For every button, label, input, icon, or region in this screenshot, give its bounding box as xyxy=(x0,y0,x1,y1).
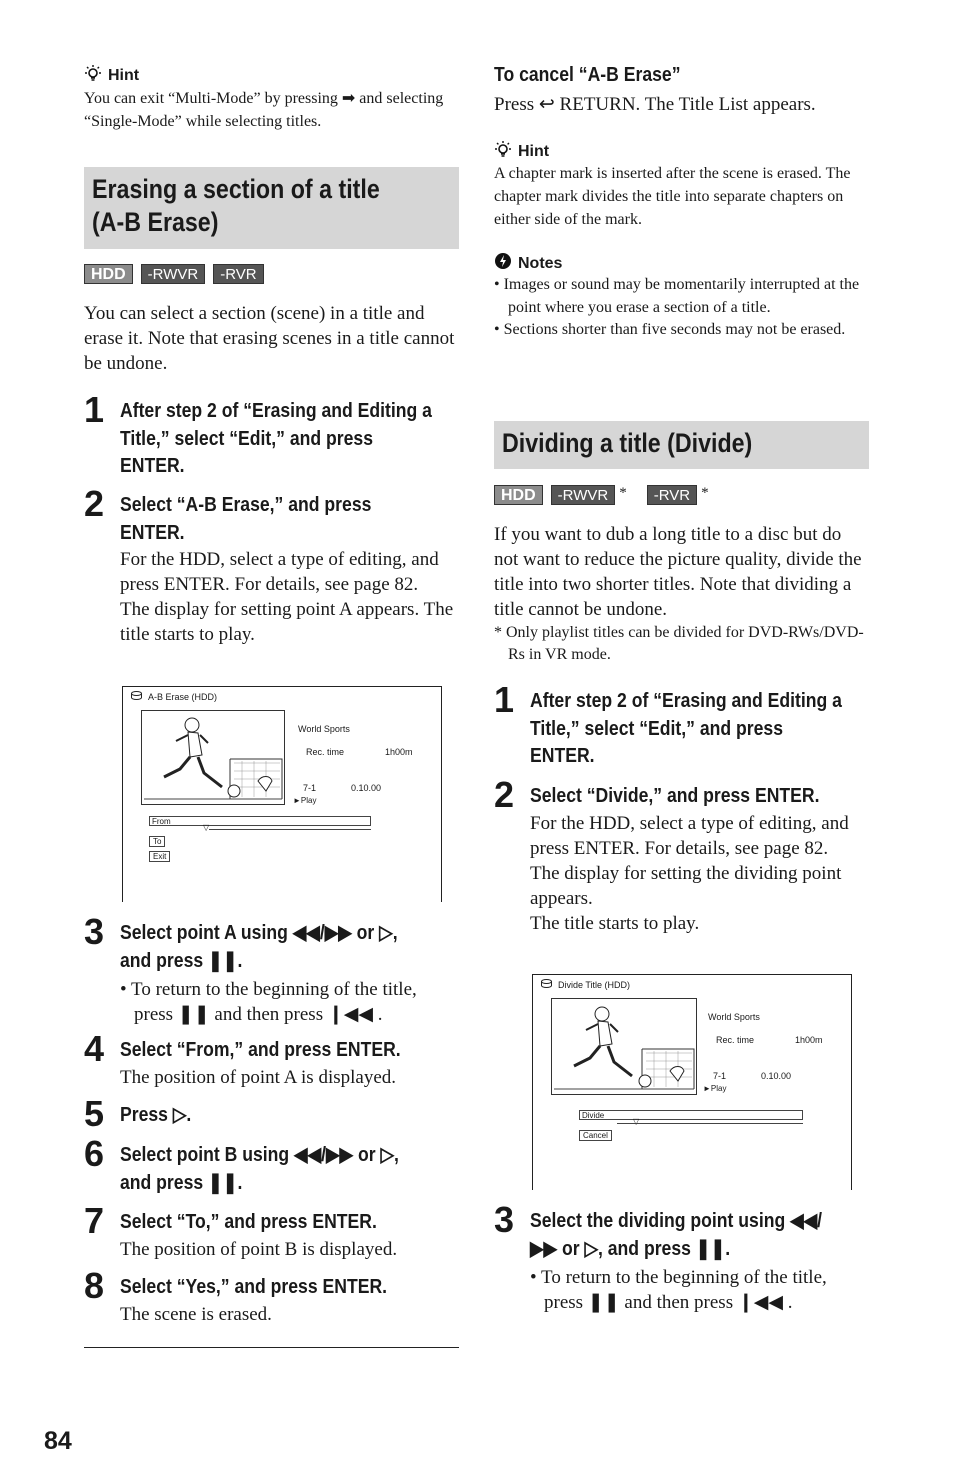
badge-rvr: -RVR xyxy=(213,264,263,284)
step-title-line: and press ❚❚. xyxy=(120,1171,243,1194)
step-number: 1 xyxy=(84,389,105,430)
step-title-line: ENTER. xyxy=(120,521,185,544)
step-2 xyxy=(494,774,869,936)
notes-heading xyxy=(494,252,562,275)
soccer-player-illustration xyxy=(552,999,696,1094)
step-bullet: • To return to the beginning of the title, press ❚❚ and then press ❙◀◀ . xyxy=(120,979,417,1025)
disk-icon xyxy=(131,691,142,702)
step-title-line: Select “Divide,” and press ENTER. xyxy=(530,785,820,807)
badge-hdd: HDD xyxy=(84,264,133,284)
time-position: 0.10.00 xyxy=(351,783,382,793)
rec-time-label: Rec. time xyxy=(716,1035,755,1045)
section-end-rule xyxy=(84,1347,459,1348)
section-heading-ab-erase xyxy=(84,167,459,249)
step-title-line: Select point A using ◀◀/▶▶ or ▷, xyxy=(120,922,398,944)
step-title-line: Select the dividing point using ◀◀/ xyxy=(530,1210,823,1232)
hint-text: A chapter mark is inserted after the scene is erased. The chapter mark divides the title into separate chapters on either side of the mark. xyxy=(494,165,851,228)
step-description: For the HDD, select a type of editing, and press ENTER. For details, see page 82. xyxy=(530,812,849,859)
step-title-line: Select “A-B Erase,” and press xyxy=(120,494,372,516)
step-5 xyxy=(84,1093,459,1134)
step-8 xyxy=(84,1265,459,1327)
step-number: 5 xyxy=(84,1093,105,1134)
step-description: The scene is erased. xyxy=(120,1303,272,1325)
note-item: • Sections shorter than five seconds may not be erased. xyxy=(494,321,846,338)
step-description: The position of point A is displayed. xyxy=(120,1066,397,1088)
step-title-line: Select “Yes,” and press ENTER. xyxy=(120,1276,388,1298)
hint-heading xyxy=(494,140,549,163)
to-button[interactable]: To xyxy=(149,836,165,847)
step-number: 8 xyxy=(84,1265,105,1306)
page-number: 84 xyxy=(44,1427,72,1455)
badge-rwvr: -RWVR xyxy=(141,264,206,284)
from-button[interactable]: From xyxy=(152,817,171,826)
notes-label: Notes xyxy=(518,254,563,272)
step-description: For the HDD, select a type of editing, and press ENTER. For details, see page 82. xyxy=(120,549,439,595)
step-number: 6 xyxy=(84,1133,105,1174)
section-title: Dividing a title (Divide) xyxy=(502,428,753,458)
step-3 xyxy=(84,911,459,1027)
step-title-line: Title,” select “Edit,” and press xyxy=(530,717,783,740)
screen-title: Divide Title (HDD) xyxy=(558,979,631,990)
section-title-line-2: (A-B Erase) xyxy=(92,207,219,237)
cancel-button[interactable]: Cancel xyxy=(579,1130,612,1141)
timeline-bar[interactable] xyxy=(149,816,371,826)
play-status: ►Play xyxy=(703,1084,727,1093)
hint-label: Hint xyxy=(518,142,550,160)
media-badges xyxy=(494,485,709,505)
badge-rwvr: -RWVR xyxy=(551,485,616,505)
section-heading-divide xyxy=(494,421,869,469)
section-title-line-1: Erasing a section of a title xyxy=(92,174,380,204)
step-title-line: Select point B using ◀◀/▶▶ or ▷, xyxy=(120,1144,399,1166)
screen-title: A-B Erase (HDD) xyxy=(148,691,218,702)
step-3 xyxy=(494,1199,869,1315)
step-title-line: and press ❚❚. xyxy=(120,949,243,972)
step-6 xyxy=(84,1133,459,1197)
step-4 xyxy=(84,1028,459,1090)
step-number: 2 xyxy=(494,774,515,815)
step-description: The position of point B is displayed. xyxy=(120,1238,398,1260)
step-number: 4 xyxy=(84,1028,105,1069)
footnote: * Only playlist titles can be divided for DVD-RWs/DVD-Rs in VR mode. xyxy=(494,624,864,663)
note-item: • Images or sound may be momentarily interrupted at the point where you erase a section of a title. xyxy=(494,276,860,316)
play-status: ►Play xyxy=(293,796,317,805)
cancel-heading: To cancel “A-B Erase” xyxy=(494,64,681,86)
step-number: 3 xyxy=(494,1199,515,1240)
step-1 xyxy=(494,679,869,771)
badge-asterisk: * xyxy=(701,485,709,501)
badge-asterisk: * xyxy=(619,485,627,501)
step-title-line: Select “To,” and press ENTER. xyxy=(120,1211,377,1233)
cancel-text: Press ↩ RETURN. The Title List appears. xyxy=(494,94,816,115)
badge-rvr: -RVR xyxy=(647,485,697,505)
program-name: World Sports xyxy=(708,1012,760,1022)
soccer-player-illustration xyxy=(142,711,284,804)
badge-hdd: HDD xyxy=(494,485,543,505)
notes-list xyxy=(494,274,869,342)
program-name: World Sports xyxy=(298,724,350,734)
hint-label: Hint xyxy=(108,66,140,84)
step-description: The display for setting the dividing point appears. xyxy=(530,862,842,909)
lightbulb-icon xyxy=(84,64,102,87)
step-title-line: ENTER. xyxy=(530,745,595,767)
step-7 xyxy=(84,1200,459,1262)
intro-text: You can select a section (scene) in a title and erase it. Note that erasing scenes in a title cannot be undone. xyxy=(84,303,455,374)
step-2 xyxy=(84,483,459,647)
divide-screen xyxy=(532,974,852,1190)
point-marker-icon: ▽ xyxy=(203,823,210,832)
chapter-number: 7-1 xyxy=(303,783,317,793)
step-number: 2 xyxy=(84,483,105,524)
step-title-line: Title,” select “Edit,” and press xyxy=(120,427,373,450)
divide-marker-icon: ▽ xyxy=(633,1117,640,1126)
ab-erase-screen xyxy=(122,686,442,902)
step-description: The display for setting point A appears. The title starts to play. xyxy=(120,599,454,645)
step-title-line: ▶▶ or ▷, and press ❚❚. xyxy=(530,1237,731,1260)
screen-title-bar xyxy=(541,979,630,990)
lightbulb-icon xyxy=(494,140,512,163)
timeline-bar[interactable] xyxy=(579,1110,803,1120)
step-description: The title starts to play. xyxy=(530,912,700,934)
intro-text: If you want to dub a long title to a disc but do not want to reduce the picture quality, divide the title into two shorter titles. Note that dividing a title cannot be undone. xyxy=(494,524,862,620)
step-number: 3 xyxy=(84,911,105,952)
step-number: 1 xyxy=(494,679,515,720)
hint-text: You can exit “Multi-Mode” by pressing ➡ and selecting “Single-Mode” while selecting titles. xyxy=(84,90,444,130)
timeline-track xyxy=(617,1123,803,1124)
rec-time-value: 1h00m xyxy=(385,747,413,757)
notes-icon xyxy=(494,252,512,275)
step-title-line: Press ▷. xyxy=(120,1104,192,1126)
screen-title-bar xyxy=(131,691,217,702)
disk-icon xyxy=(541,979,552,990)
step-title-line: Select “From,” and press ENTER. xyxy=(120,1039,401,1061)
media-badges xyxy=(84,264,264,284)
exit-button[interactable]: Exit xyxy=(149,851,170,862)
step-title-line: After step 2 of “Erasing and Editing a xyxy=(120,400,432,422)
divide-button[interactable]: Divide xyxy=(582,1111,605,1120)
hint-heading xyxy=(84,64,139,87)
rec-time-value: 1h00m xyxy=(795,1035,823,1045)
timeline-track xyxy=(209,829,371,830)
video-thumbnail xyxy=(551,998,697,1095)
chapter-number: 7-1 xyxy=(713,1071,727,1081)
step-1 xyxy=(84,389,459,481)
time-position: 0.10.00 xyxy=(761,1071,792,1081)
step-number: 7 xyxy=(84,1200,105,1241)
step-bullet: • To return to the beginning of the title, press ❚❚ and then press ❙◀◀ . xyxy=(530,1267,827,1313)
step-title-line: After step 2 of “Erasing and Editing a xyxy=(530,690,842,712)
video-thumbnail xyxy=(141,710,285,805)
step-title-line: ENTER. xyxy=(120,455,185,477)
rec-time-label: Rec. time xyxy=(306,747,345,757)
